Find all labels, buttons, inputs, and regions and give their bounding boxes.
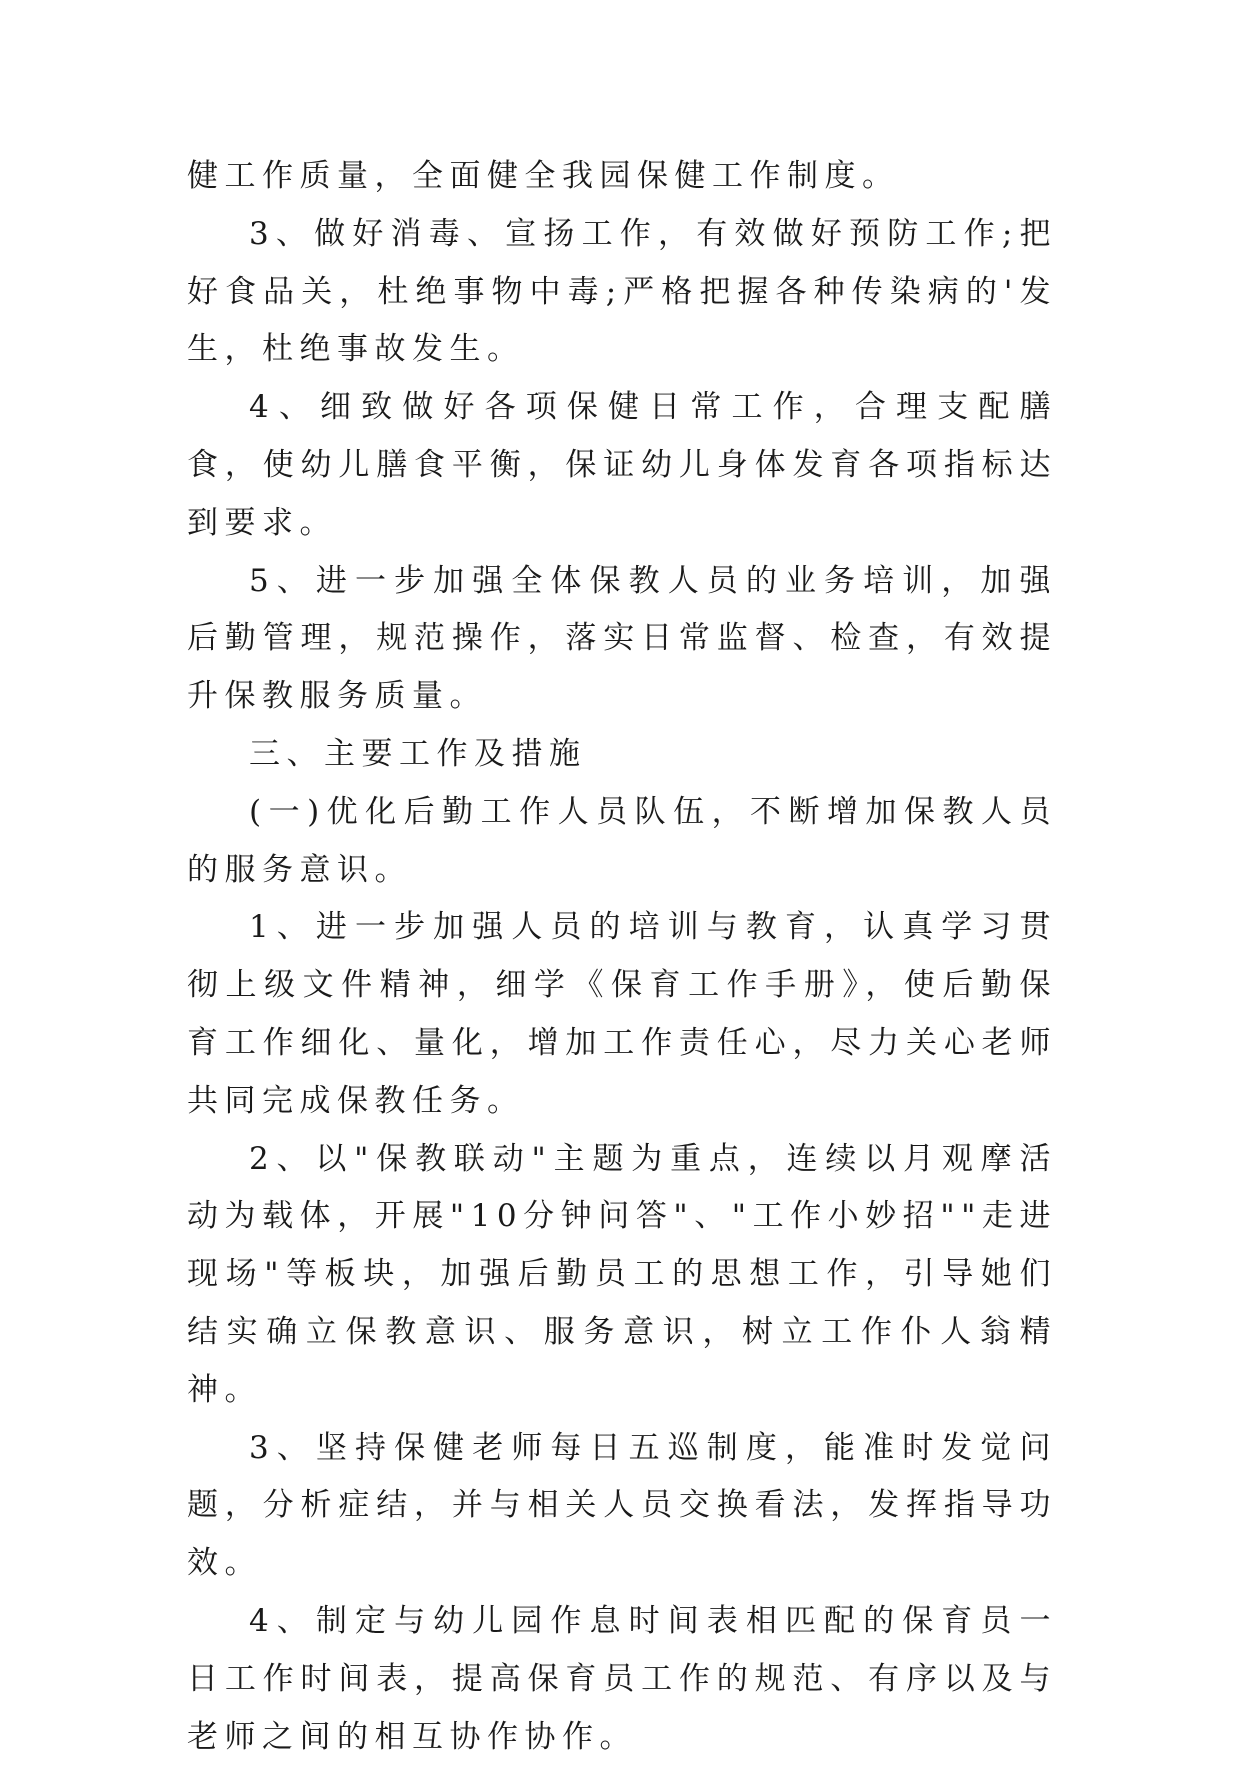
paragraph-item-5-training: 5、进一步加强全体保教人员的业务培训，加强后勤管理，规范操作，落实日常监督、检查，有效提升保教服务质量。: [187, 562, 1057, 715]
paragraph-item-2-linkage: 2、以"保教联动"主题为重点，连续以月观摩活动为载体，开展"10分钟问答"、"工作小妙招""走进现场"等板块，加强后勤员工的思想工作，引导她们结实确立保教意识、服务意识，树立工作仆人翁精神。: [187, 1140, 1057, 1408]
subsection-heading-optimize-staff: (一)优化后勤工作人员队伍，不断增加保教人员的服务意识。: [187, 793, 1057, 888]
paragraph-item-1-training-education: 1、进一步加强人员的培训与教育，认真学习贯彻上级文件精神，细学《保育工作手册》，使后勤保育工作细化、量化，增加工作责任心，尽力关心老师共同完成保教任务。: [187, 909, 1057, 1119]
paragraph-item-3-disinfection: 3、做好消毒、宣扬工作，有效做好预防工作;把好食品关，杜绝事物中毒;严格把握各种传染病的'发生，杜绝事故发生。: [187, 215, 1057, 368]
paragraph-continuation: 健工作质量，全面健全我园保健工作制度。: [187, 158, 900, 194]
paragraph-item-4-schedule: 4、制定与幼儿园作息时间表相匹配的保育员一日工作时间表，提高保育员工作的规范、有序以及与老师之间的相互协作协作。: [187, 1602, 1057, 1755]
paragraph-item-3-inspection: 3、坚持保健老师每日五巡制度，能准时发觉问题，分析症结，并与相关人员交换看法，发挥指导功效。: [187, 1429, 1057, 1582]
paragraph-item-4-daily-care: 4、细致做好各项保健日常工作，合理支配膳食，使幼儿膳食平衡，保证幼儿身体发育各项指标达到要求。: [187, 389, 1057, 541]
section-heading-main-work: 三、主要工作及措施: [249, 735, 587, 772]
document-body: [187, 148, 1057, 1766]
